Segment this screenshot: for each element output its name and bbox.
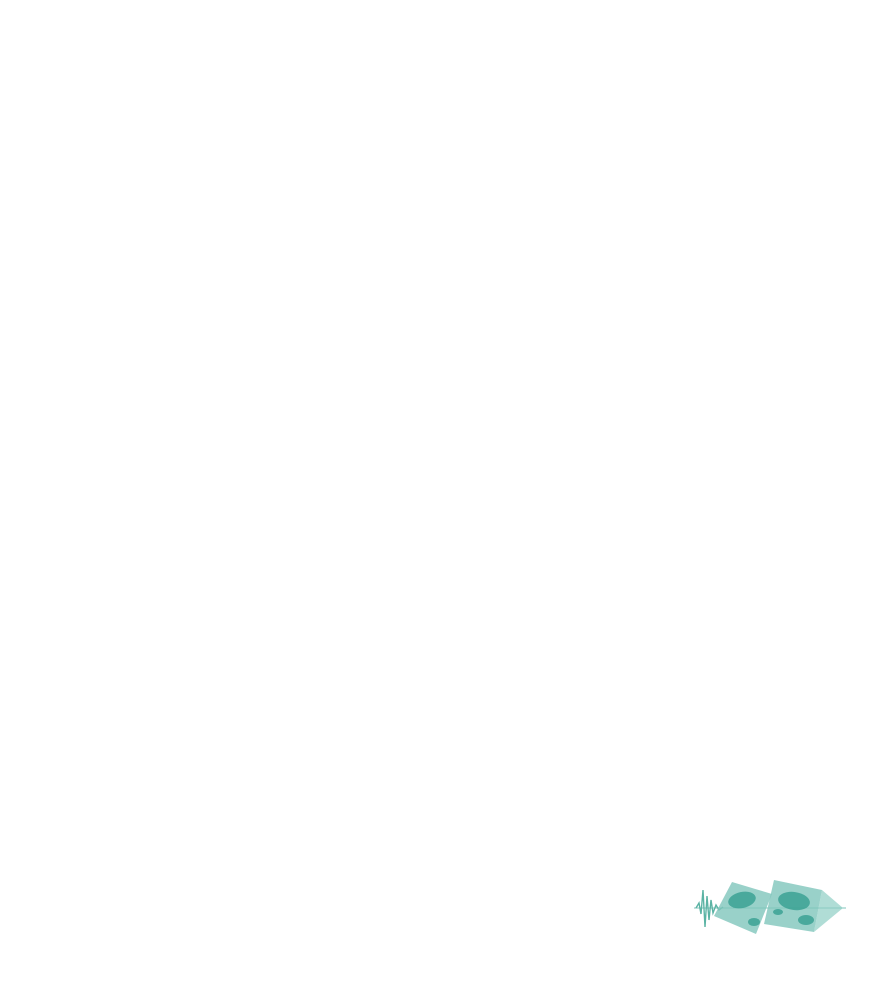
- geoscope-logo: [694, 872, 846, 944]
- logo-map-panel-left: [714, 882, 772, 934]
